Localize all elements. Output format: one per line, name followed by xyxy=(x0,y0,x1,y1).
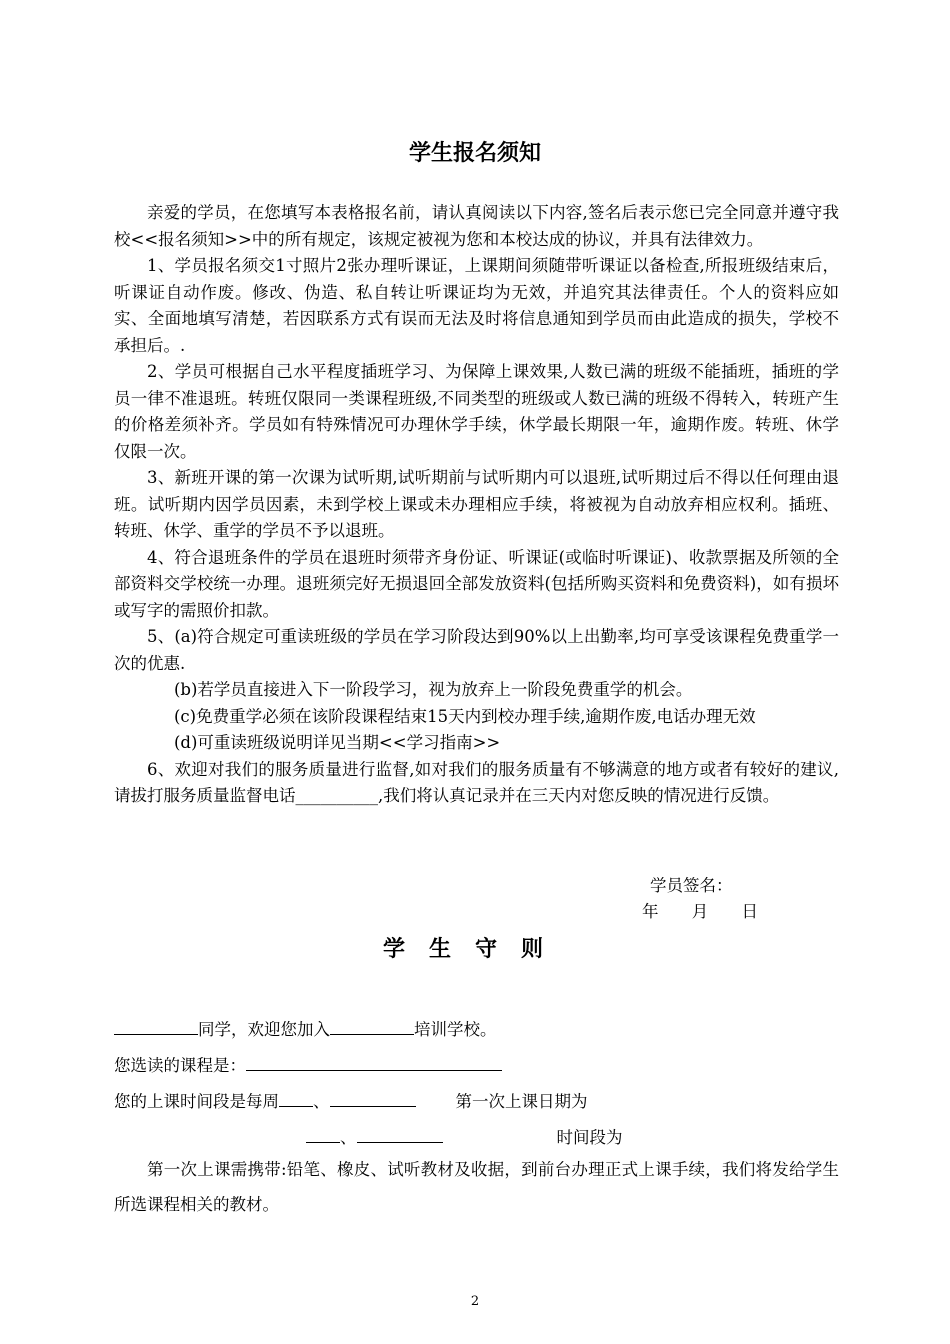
notice-paragraph: 2、学员可根据自己水平程度插班学习、为保障上课效果,人数已满的班级不能插班，插班的学员一律不准退班。转班仅限同一类课程班级,不同类型的班级或人数已满的班级不得转入，转班产生的价格差须补齐。学员如有特殊情况可办理休学手续，休学最长期限一年，逾期作废。转班、休学仅限一次。 xyxy=(114,362,839,461)
weekday-blank-1[interactable] xyxy=(279,1088,313,1107)
bring-text: 第一次上课需携带:铅笔、橡皮、试听教材及收据，到前台办理正式上课手续，我们将发给学生所选课程相关的教材。 xyxy=(114,1160,839,1214)
welcome-line xyxy=(114,1016,497,1040)
notice-paragraph: 6、欢迎对我们的服务质量进行监督,如对我们的服务质量有不够满意的地方或者有较好的建议,请拔打服务质量监督电话__________,我们将认真记录并在三天内对您反映的情况进行反馈。 xyxy=(114,759,839,805)
time-blank-1[interactable] xyxy=(306,1124,340,1143)
school-name-blank[interactable] xyxy=(330,1016,414,1035)
time-label: 您的上课时间段是每周 xyxy=(114,1092,279,1111)
time-line-2 xyxy=(306,1124,623,1148)
separator: 、 xyxy=(340,1128,357,1147)
course-label: 您选读的课程是： xyxy=(114,1056,246,1075)
time-slot-label: 时间段为 xyxy=(556,1128,623,1147)
course-blank[interactable] xyxy=(246,1052,502,1071)
notice-paragraph: 1、学员报名须交1寸照片2张办理听课证，上课期间须随带听课证以备检查,所报班级结束后，听课证自动作废。修改、伪造、私自转让听课证均为无效，并追究其法律责任。个人的资料应如实、全面地填写清楚，若因联系方式有误而无法及时将信息通知到学员而由此造成的损失，学校不承担后。. xyxy=(114,256,839,355)
weekday-blank-2[interactable] xyxy=(330,1088,416,1107)
rules-title: 学生守则 xyxy=(382,937,567,962)
notice-paragraph: 5、(a)符合规定可重读班级的学员在学习阶段达到90%以上出勤率,均可享受该课程免费重学一次的优惠. xyxy=(114,627,839,673)
time-blank-2[interactable] xyxy=(357,1124,443,1143)
signature-date: 年 月 日 xyxy=(642,902,758,921)
time-line xyxy=(114,1088,588,1112)
page-number: 2 xyxy=(470,1294,480,1309)
separator: 、 xyxy=(313,1092,330,1111)
signature-block xyxy=(642,873,758,925)
student-name-blank[interactable] xyxy=(114,1016,198,1035)
first-date-label: 第一次上课日期为 xyxy=(455,1092,588,1111)
notice-title: 学生报名须知 xyxy=(408,141,541,166)
notice-subitem: (c)免费重学必须在该阶段课程结束15天内到校办理手续,逾期作废,电话办理无效 xyxy=(174,706,756,726)
course-line xyxy=(114,1052,502,1076)
notice-body xyxy=(114,200,839,810)
notice-subitem: (b)若学员直接进入下一阶段学习，视为放弃上一阶段免费重学的机会。 xyxy=(174,680,693,699)
notice-paragraph: 3、新班开课的第一次课为试听期,试听期前与试听期内可以退班,试听期过后不得以任何理由退班。试听期内因学员因素，未到学校上课或未办理相应手续，将被视为自动放弃相应权利。插班、转班、休学、重学的学员不予以退班。 xyxy=(114,468,839,540)
notice-paragraph: 4、符合退班条件的学员在退班时须带齐身份证、听课证(或临时听课证)、收款票据及所领的全部资料交学校统一办理。退班须完好无损退回全部发放资料(包括所购买资料和免费资料)，如有损坏或写字的需照价扣款。 xyxy=(114,547,839,620)
welcome-text: 同学，欢迎您加入 xyxy=(198,1020,330,1039)
bring-items xyxy=(114,1152,839,1222)
notice-paragraph: 亲爱的学员，在您填写本表格报名前，请认真阅读以下内容,签名后表示您已完全同意并遵守我校<<报名须知>>中的所有规定，该规定被视为您和本校达成的协议，并具有法律效力。 xyxy=(114,203,839,249)
signature-label: 学员签名： xyxy=(650,876,733,895)
welcome-end-text: 培训学校。 xyxy=(414,1020,497,1039)
notice-subitem: (d)可重读班级说明详见当期<<学习指南>> xyxy=(174,733,501,752)
